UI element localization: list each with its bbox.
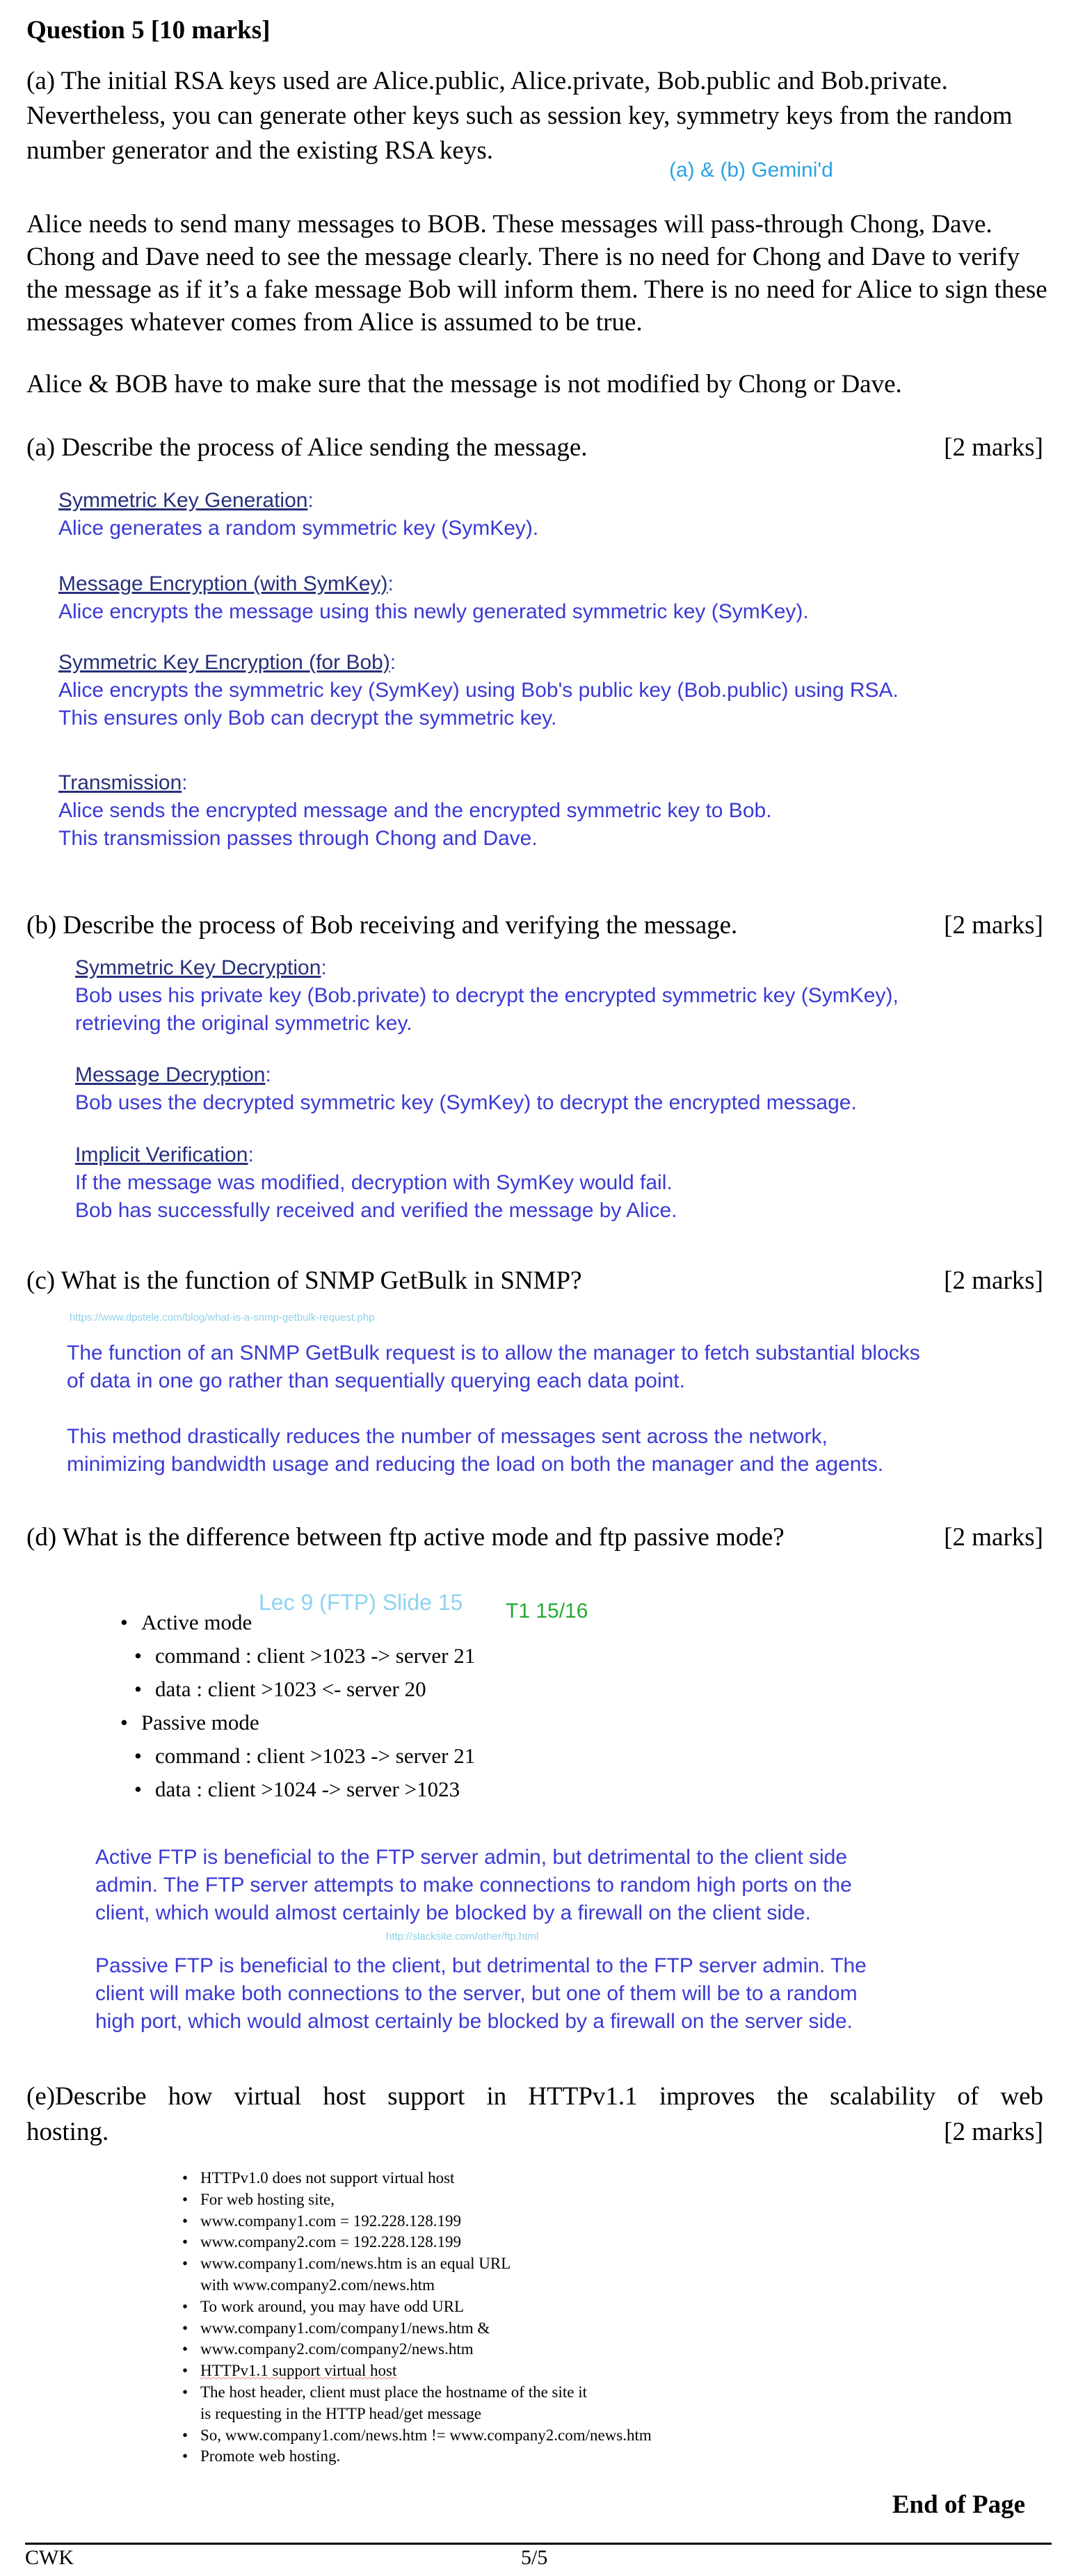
gemini-annotation: (a) & (b) Gemini'd — [669, 159, 833, 182]
answer-b-step-2: Message Decryption: Bob uses the decrypted symmetric key (SymKey) to decrypt the encrypted message. — [75, 1061, 857, 1117]
answer-line: client will make both connections to the server, but one of them will be to a random — [95, 1982, 858, 2005]
answer-line: client, which would almost certainly be blocked by a firewall on the client side. — [95, 1901, 811, 1924]
step-line: This ensures only Bob can decrypt the symmetric key. — [58, 707, 557, 730]
answer-a-step-4: Transmission: Alice sends the encrypted message and the encrypted symmetric key to Bob. This transmission passes through Chong and Dave. — [58, 769, 772, 853]
intro-paragraph-1: (a) The initial RSA keys used are Alice.public, Alice.private, Bob.public and Bob.private. Nevertheless, you can generate other keys such as session key, symmetry keys from the random number generator and the existing RSA keys. — [26, 67, 1013, 165]
step-heading: Implicit Verification — [75, 1143, 248, 1166]
question-a — [26, 431, 1043, 464]
source-url-ftp[interactable]: http://slacksite.com/other/ftp.html — [386, 1931, 539, 1942]
list-item: • command : client >1023 -> server 21 — [141, 1639, 475, 1673]
question-c-text: (c) What is the function of SNMP GetBulk in SNMP? — [26, 1266, 582, 1295]
step-heading: Message Decryption — [75, 1063, 266, 1086]
page-number: 5/5 — [521, 2546, 548, 2569]
step-heading: Transmission — [58, 771, 182, 794]
end-of-page-label: End of Page — [892, 2490, 1025, 2519]
list-item: • To work around, you may have odd URL — [200, 2296, 590, 2318]
question-d — [26, 1521, 1043, 1554]
list-item: • data : client >1023 <- server 20 — [141, 1673, 475, 1706]
list-item: • Active mode — [141, 1606, 475, 1639]
answer-d-paragraph-2 — [95, 1952, 867, 2036]
question-c — [26, 1264, 1043, 1297]
question-b — [26, 909, 1043, 942]
question-d-marks: [2 marks] — [944, 1523, 1043, 1552]
step-line: Alice encrypts the message using this newly generated symmetric key (SymKey). — [58, 600, 809, 623]
answer-a-step-2: Message Encryption (with SymKey): Alice encrypts the message using this newly generated symmetric key (SymKey). — [58, 570, 809, 626]
step-heading: Symmetric Key Encryption (for Bob) — [58, 651, 390, 674]
list-item: • So, www.company1.com/news.htm != www.company2.com/news.htm — [200, 2425, 590, 2447]
answer-line: of data in one go rather than sequentially querying each data point. — [67, 1369, 685, 1392]
answer-line: Active FTP is beneficial to the FTP server admin, but detrimental to the client side — [95, 1846, 848, 1869]
list-item: • www.company1.com = 192.228.128.199 — [200, 2211, 590, 2232]
question-e-line-1: (e)Describe how virtual host support in HTTPv1.1 improves the scalability of web — [26, 2082, 1043, 2111]
answer-b-step-3: Implicit Verification: If the message was modified, decryption with SymKey would fail. Bob has successfully received and verified the message by Alice. — [75, 1141, 677, 1225]
answer-line: The function of an SNMP GetBulk request is to allow the manager to fetch substantial blocks — [67, 1342, 920, 1365]
answer-a-step-1: Symmetric Key Generation: Alice generates a random symmetric key (SymKey). — [58, 487, 538, 542]
step-line: Alice sends the encrypted message and the encrypted symmetric key to Bob. — [58, 799, 772, 822]
tutorial-note: T1 15/16 — [506, 1600, 588, 1623]
list-item: • For web hosting site, — [200, 2189, 590, 2211]
virtual-host-list — [200, 2168, 652, 2468]
lecture-note: Lec 9 (FTP) Slide 15 — [259, 1590, 463, 1615]
footer-left: CWK — [25, 2546, 74, 2569]
step-line: Alice encrypts the symmetric key (SymKey) using Bob's public key (Bob.public) using RSA. — [58, 679, 899, 702]
source-url-snmp[interactable]: https://www.dpstele.com/blog/what-is-a-snmp-getbulk-request.php — [70, 1312, 375, 1323]
answer-b-step-1: Symmetric Key Decryption: Bob uses his private key (Bob.private) to decrypt the encrypted symmetric key (SymKey), retrieving the original symmetric key. — [75, 954, 899, 1038]
list-item: • The host header, client must place the hostname of the site it is requesting in the HTTP head/get message — [200, 2382, 590, 2425]
step-line: Alice generates a random symmetric key (SymKey). — [58, 517, 539, 540]
answer-line: Passive FTP is beneficial to the client, but detrimental to the FTP server admin. The — [95, 1954, 867, 1977]
question-e-text: hosting. — [26, 2118, 109, 2146]
question-a-text: (a) Describe the process of Alice sending the message. — [26, 433, 588, 462]
answer-c-paragraph-1 — [67, 1339, 920, 1395]
list-item: • HTTPv1.0 does not support virtual host — [200, 2168, 590, 2189]
step-line: Bob has successfully received and verified the message by Alice. — [75, 1199, 677, 1222]
step-line: Bob uses the decrypted symmetric key (SymKey) to decrypt the encrypted message. — [75, 1091, 857, 1114]
list-item: • www.company2.com = 192.228.128.199 — [200, 2232, 590, 2253]
step-heading: Symmetric Key Generation — [58, 489, 308, 512]
answer-line: minimizing bandwidth usage and reducing the load on both the manager and the agents. — [67, 1453, 884, 1476]
list-item: • www.company1.com/company1/news.htm & — [200, 2318, 590, 2340]
answer-d-paragraph-1 — [95, 1844, 852, 1927]
step-line: retrieving the original symmetric key. — [75, 1012, 412, 1035]
question-a-marks: [2 marks] — [944, 433, 1043, 462]
list-item: • data : client >1024 -> server >1023 — [141, 1773, 475, 1806]
answer-line: This method drastically reduces the number of messages sent across the network, — [67, 1425, 828, 1448]
question-c-marks: [2 marks] — [944, 1266, 1043, 1295]
list-item: • www.company1.com/news.htm is an equal URL with www.company2.com/news.htm — [200, 2253, 534, 2296]
question-e-line-2 — [26, 2116, 1043, 2148]
step-line: This transmission passes through Chong and Dave. — [58, 827, 538, 850]
list-item: • Passive mode — [141, 1706, 475, 1739]
question-e-marks: [2 marks] — [944, 2118, 1043, 2146]
answer-line: high port, which would almost certainly be blocked by a firewall on the server side. — [95, 2010, 853, 2033]
list-item: • HTTPv1.1 support virtual host — [200, 2360, 590, 2382]
answer-a-step-3: Symmetric Key Encryption (for Bob): Alice encrypts the symmetric key (SymKey) using Bob's public key (Bob.public) using RSA. This ensures only Bob can decrypt the symmetric key. — [58, 649, 899, 732]
question-d-text: (d) What is the difference between ftp active mode and ftp passive mode? — [26, 1523, 785, 1552]
ftp-mode-list — [141, 1606, 475, 1806]
intro-paragraph-2: Alice needs to send many messages to BOB. These messages will pass-through Chong, Dave. Chong and Dave need to see the message clearly. There is no need for Chong and Dave to verify the message as if it’s a fake message Bob will inform them. There is no need for Alice to sign these messages whatever comes from Alice is assumed to be true. — [26, 210, 1047, 337]
answer-line: admin. The FTP server attempts to make connections to random high ports on the — [95, 1874, 852, 1897]
answer-c-paragraph-2 — [67, 1423, 883, 1479]
step-line: If the message was modified, decryption with SymKey would fail. — [75, 1171, 673, 1194]
list-item: • www.company2.com/company2/news.htm — [200, 2339, 590, 2360]
question-title: Question 5 [10 marks] — [26, 16, 271, 45]
list-item: • Promote web hosting. — [200, 2446, 590, 2468]
footer-divider — [25, 2543, 1052, 2545]
question-b-text: (b) Describe the process of Bob receiving and verifying the message. — [26, 911, 738, 940]
step-heading: Symmetric Key Decryption — [75, 956, 321, 979]
list-item: • command : client >1023 -> server 21 — [141, 1739, 475, 1773]
step-line: Bob uses his private key (Bob.private) to decrypt the encrypted symmetric key (SymKey), — [75, 984, 899, 1007]
question-b-marks: [2 marks] — [944, 911, 1043, 940]
intro-paragraph-3: Alice & BOB have to make sure that the message is not modified by Chong or Dave. — [26, 370, 902, 399]
step-heading: Message Encryption (with SymKey) — [58, 572, 388, 595]
